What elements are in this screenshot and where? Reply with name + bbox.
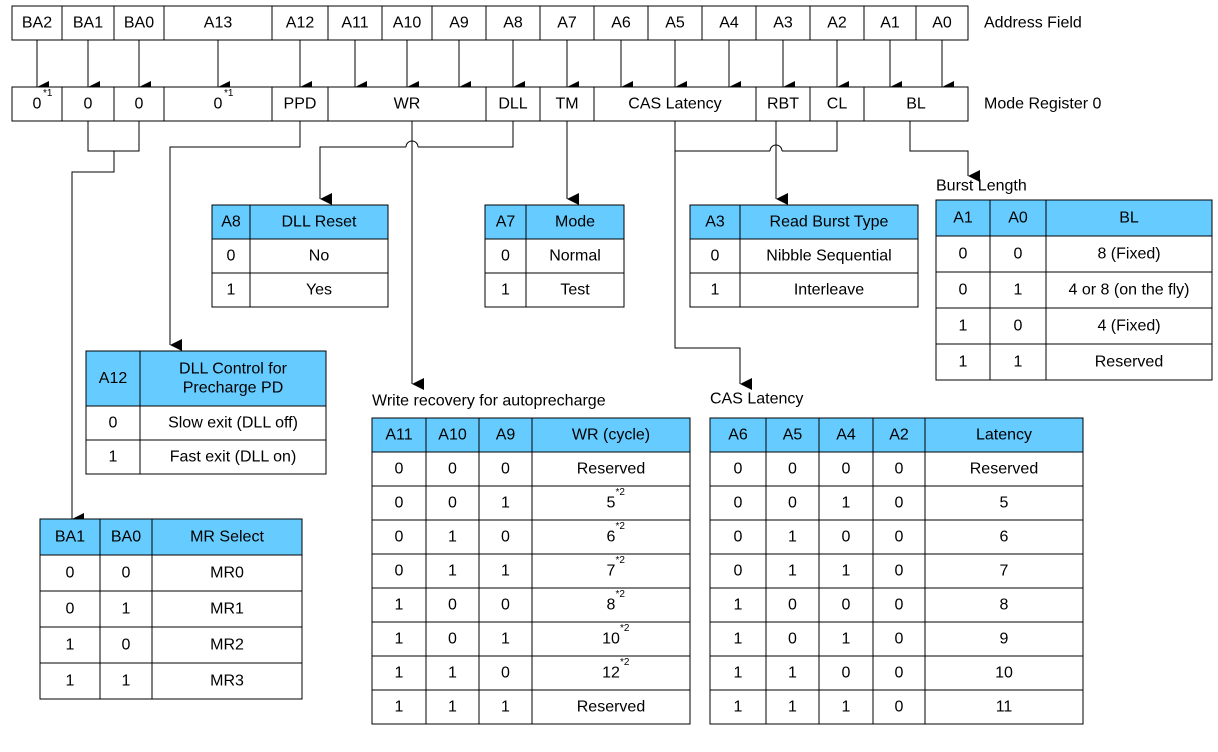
address-bit-label: BA1 (72, 14, 104, 32)
table-cell-value: 0 (958, 281, 968, 299)
table-cell-value: Fast exit (DLL on) (169, 448, 297, 466)
table-cell-value: MR3 (210, 672, 244, 690)
table-cell-value: 0 (226, 247, 236, 265)
table-cell-value: 0 (733, 528, 743, 546)
footnote-marker: *2 (620, 623, 630, 634)
table-cell-value: 8 (606, 596, 616, 614)
table-header-label: Mode (554, 213, 596, 231)
footnote-marker: *2 (615, 555, 625, 566)
table-cell-value: 0 (958, 245, 968, 263)
table-title: Write recovery for autoprecharge (372, 392, 606, 410)
table-cell-value: 0 (841, 460, 851, 478)
mode-register-field-label: DLL (498, 95, 528, 113)
table-header-label: BA0 (110, 528, 142, 546)
table-cell-value: 1 (788, 664, 797, 682)
address-bit-label: A4 (719, 14, 739, 32)
table-cell-value: 1 (733, 630, 743, 648)
table-cell-value: 0 (894, 528, 904, 546)
table-header-cell (140, 351, 326, 406)
table-cell-value: 0 (894, 460, 904, 478)
footnote-marker: *1 (224, 88, 234, 99)
table-header-label: A9 (495, 426, 516, 444)
table-header-label: A10 (438, 426, 467, 444)
table-cell-value: 0 (394, 562, 404, 580)
table-cell-value: 1 (65, 636, 75, 654)
table-cell-value: 0 (894, 698, 904, 716)
table-cell-value: 0 (65, 564, 75, 582)
table-title: CAS Latency (710, 390, 804, 408)
table-cell-value: 0 (65, 600, 75, 618)
table-cell-value: Nibble Sequential (766, 247, 892, 265)
address-bit-label: A8 (503, 14, 523, 32)
burst-length-table (936, 178, 1212, 381)
table-cell-value: 0 (121, 564, 131, 582)
table-cell-value: 1 (733, 698, 743, 716)
table-cell-value: 0 (894, 562, 904, 580)
address-bit-label: A7 (557, 14, 577, 32)
address-bit-label: A10 (392, 14, 422, 32)
address-bit-label: A6 (611, 14, 631, 32)
mode-register-field-label: 0 (32, 95, 42, 113)
footnote-marker: *2 (615, 487, 625, 498)
table-cell-value: 1 (448, 562, 457, 580)
table-cell-value: 1 (788, 528, 797, 546)
table-cell-value: 0 (394, 528, 404, 546)
table-cell-value: 4 or 8 (on the fly) (1068, 281, 1190, 299)
mode-register-field-label: 0 (83, 95, 93, 113)
table-cell-value: 0 (788, 596, 797, 614)
table-cell-value: 1 (501, 562, 510, 580)
table-cell-value: MR1 (210, 600, 244, 618)
footnote-marker: *2 (615, 589, 625, 600)
table-cell-value: 1 (394, 698, 404, 716)
table-cell-value: 0 (788, 494, 797, 512)
table-cell-value: 0 (841, 528, 851, 546)
table-header-label: DLL Reset (281, 213, 357, 231)
address-bit-label: A11 (341, 14, 369, 32)
mode-register-field-label: WR (393, 95, 421, 113)
test-mode-table (485, 205, 624, 307)
table-header-label: DLL Control for (179, 360, 287, 378)
table-cell-value: 12 (602, 664, 620, 682)
mode-register-field-label: PPD (283, 95, 317, 113)
bit-definition-tables (40, 178, 1212, 725)
table-cell-value: 1 (65, 672, 75, 690)
table-header-label: A7 (495, 213, 516, 231)
table-cell-value: 0 (1013, 317, 1023, 335)
table-cell-value: 1 (394, 664, 404, 682)
table-cell-value: 1 (958, 317, 968, 335)
table-cell-value: Interleave (793, 281, 865, 299)
cl-connector (782, 121, 837, 151)
table-cell-value: 1 (788, 698, 797, 716)
table-cell-value: 0 (394, 460, 404, 478)
address-bit-label: A1 (880, 14, 900, 32)
table-cell-value: 1 (501, 281, 510, 299)
table-cell-value: MR2 (210, 636, 244, 654)
table-cell-value: 1 (108, 448, 118, 466)
footnote-marker: *2 (620, 657, 630, 668)
table-cell-value: 0 (841, 664, 851, 682)
table-cell-value: 1 (448, 698, 457, 716)
table-header-label: A4 (836, 426, 856, 444)
table-cell-value: Test (560, 281, 590, 299)
table-cell-value: 1 (841, 562, 851, 580)
table-cell-value: 0 (501, 664, 510, 682)
address-bit-label: BA0 (123, 14, 155, 32)
table-header-label: A1 (953, 209, 973, 227)
read-burst-table (690, 205, 918, 307)
table-header-label: A12 (98, 370, 128, 387)
table-cell-value: 0 (448, 630, 457, 648)
table-cell-value: 1 (958, 353, 968, 371)
table-cell-value: 10 (995, 664, 1013, 682)
table-cell-value: 0 (108, 414, 118, 432)
mode-register-field-label: CAS Latency (628, 95, 722, 113)
table-cell-value: 0 (121, 636, 131, 654)
table-cell-value: 1 (733, 664, 743, 682)
table-cell-value: 0 (894, 596, 904, 614)
address-field-row (12, 6, 968, 40)
table-cell-value: 1 (733, 596, 743, 614)
table-cell-value: 1 (448, 528, 457, 546)
table-cell-value: 1 (226, 281, 236, 299)
table-cell-value: 0 (448, 494, 457, 512)
table-cell-value: 5 (999, 494, 1009, 512)
cas-latency-table (710, 391, 1083, 725)
table-cell-value: 0 (733, 494, 743, 512)
table-cell-value: Slow exit (DLL off) (168, 414, 298, 432)
table-cell-value: 10 (602, 630, 620, 648)
table-cell-value: 0 (501, 247, 510, 265)
dll-control-table (86, 351, 326, 474)
mr-select-bracket (88, 121, 139, 151)
table-cell-value: Normal (549, 247, 601, 265)
table-cell-value: 0 (394, 494, 404, 512)
dll-reset-table (212, 205, 388, 307)
table-header-label: A6 (728, 426, 748, 444)
table-header-label: A11 (385, 426, 413, 444)
table-cell-value: Reserved (1094, 353, 1164, 371)
table-cell-value: 1 (1013, 281, 1023, 299)
address-field-label: Address Field (984, 14, 1082, 32)
table-header-label: A5 (782, 426, 803, 444)
table-cell-value: 0 (733, 562, 743, 580)
table-cell-value: 0 (894, 664, 904, 682)
table-cell-value: 1 (1013, 353, 1023, 371)
table-cell-value: 1 (841, 630, 851, 648)
address-bit-label: A12 (285, 14, 315, 32)
table-cell-value: 5 (606, 494, 616, 512)
mode-register-field-label: 0 (213, 95, 223, 113)
mode-register-field-label: CL (826, 95, 848, 113)
table-cell-value: 0 (501, 596, 510, 614)
table-cell-value: 1 (448, 664, 457, 682)
table-cell-value: 0 (788, 630, 797, 648)
mode-register-field-label: RBT (767, 95, 799, 113)
table-cell-value: 0 (1013, 245, 1023, 263)
table-cell-value: 1 (394, 630, 404, 648)
dll-reset-arrow (320, 147, 406, 199)
table-header-label: BA1 (54, 528, 86, 546)
table-cell-value: 1 (121, 672, 131, 690)
table-cell-value: 1 (121, 600, 131, 618)
table-cell-value: Reserved (969, 460, 1039, 478)
address-bit-label: A2 (827, 14, 847, 32)
mode-register-label: Mode Register 0 (984, 95, 1102, 113)
table-header-label: Precharge PD (182, 379, 284, 397)
table-header-label: A2 (889, 426, 909, 444)
mode-register-row (12, 87, 968, 121)
table-title: Burst Length (936, 177, 1027, 195)
footnote-marker: *2 (615, 521, 625, 532)
table-header-label: A3 (705, 213, 725, 231)
table-cell-value: 0 (788, 460, 797, 478)
table-cell-value: 0 (710, 247, 720, 265)
table-cell-value: 0 (894, 494, 904, 512)
address-bit-label: A9 (449, 14, 469, 32)
address-bit-label: A13 (203, 14, 233, 32)
table-header-label: Read Burst Type (769, 213, 889, 231)
address-bit-label: A5 (665, 14, 685, 32)
table-cell-value: 1 (841, 494, 851, 512)
table-cell-value: Reserved (576, 698, 646, 716)
table-cell-value: 7 (999, 562, 1009, 580)
table-cell-value: 4 (Fixed) (1097, 317, 1161, 335)
table-cell-value: 1 (501, 698, 510, 716)
mode-register-field-label: TM (555, 95, 579, 113)
write-recovery-table (372, 393, 690, 725)
table-header-label: A0 (1008, 209, 1028, 227)
bl-arrow (910, 121, 968, 176)
table-cell-value: 0 (501, 460, 510, 478)
table-header-label: WR (cycle) (571, 426, 651, 444)
footnote-marker: *1 (43, 88, 53, 99)
table-cell-value: 0 (841, 596, 851, 614)
table-cell-value: 1 (394, 596, 404, 614)
table-cell-value: 0 (894, 630, 904, 648)
table-cell-value: 1 (501, 630, 510, 648)
table-cell-value: 0 (448, 596, 457, 614)
table-cell-value: 1 (841, 698, 851, 716)
table-cell-value: Reserved (576, 460, 646, 478)
table-cell-value: 0 (448, 460, 457, 478)
table-cell-value: 6 (606, 528, 616, 546)
table-cell-value: 6 (999, 528, 1009, 546)
table-header-label: MR Select (190, 528, 264, 546)
mode-register-field-label: BL (906, 95, 926, 113)
table-cell-value: 1 (788, 562, 797, 580)
table-cell-value: 11 (995, 698, 1013, 716)
table-cell-value: 7 (606, 562, 616, 580)
mr-select-table (40, 519, 302, 699)
table-header-label: BL (1119, 209, 1139, 227)
address-bit-label: BA2 (21, 14, 53, 32)
table-cell-value: MR0 (210, 564, 244, 582)
address-bit-label: A3 (773, 14, 793, 32)
table-cell-value: 1 (710, 281, 720, 299)
table-cell-value: 8 (Fixed) (1097, 245, 1161, 263)
table-cell-value: Yes (305, 281, 333, 299)
table-cell-value: 9 (999, 630, 1009, 648)
table-cell-value: 0 (501, 528, 510, 546)
table-cell-value: 0 (733, 460, 743, 478)
dll-connector (418, 121, 513, 147)
address-bit-label: A0 (932, 14, 952, 32)
mode-register-field-label: 0 (134, 95, 144, 113)
table-cell-value: 1 (501, 494, 510, 512)
table-header-label: A8 (221, 213, 241, 231)
table-cell-value: 8 (999, 596, 1009, 614)
table-cell-value: No (308, 247, 330, 265)
table-header-label: Latency (975, 426, 1033, 444)
